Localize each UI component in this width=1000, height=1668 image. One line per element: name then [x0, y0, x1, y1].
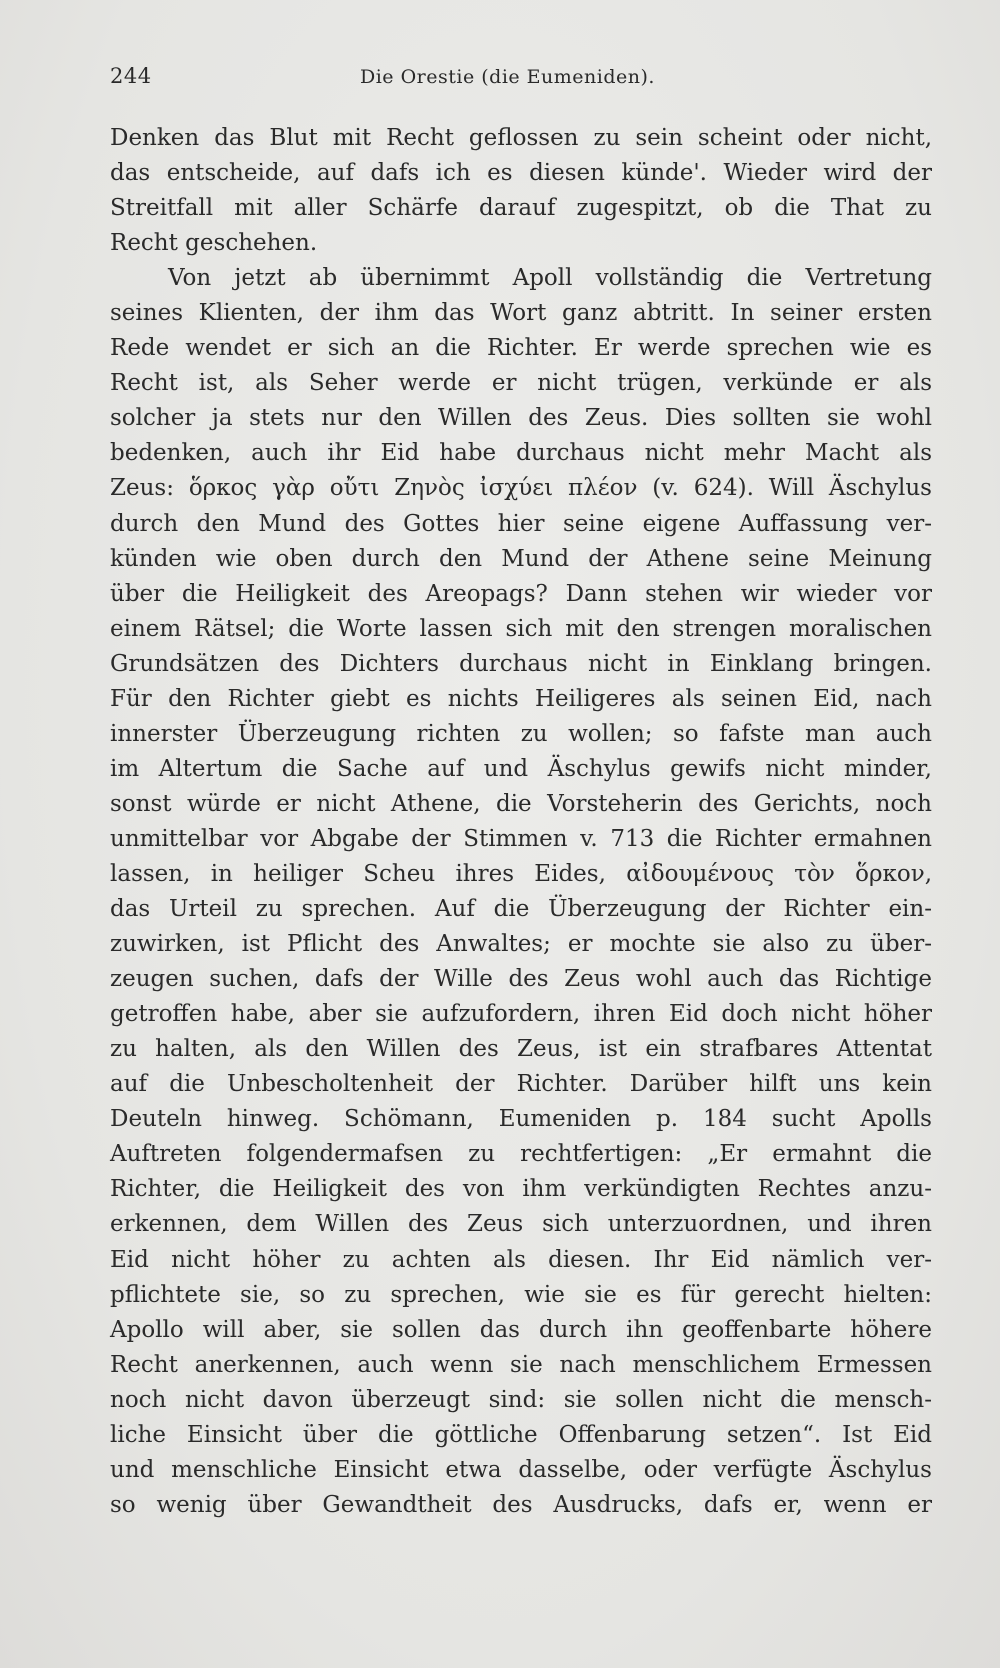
text-line: auf die Unbescholtenheit der Richter. Darüber hilft uns kein [110, 1071, 932, 1098]
paragraph-first-line: Von jetzt ab übernimmt Apoll vollständig die Vertretung [168, 265, 932, 292]
text-line: Streitfall mit aller Schärfe darauf zugespitzt, ob die That zu [110, 195, 932, 222]
text-line: bedenken, auch ihr Eid habe durchaus nicht mehr Macht als [110, 440, 932, 467]
text-line: Denken das Blut mit Recht geflossen zu sein scheint oder nicht, [110, 125, 932, 151]
text-line: Auftreten folgendermafsen zu rechtfertigen: „Er ermahnt die [110, 1141, 932, 1168]
text-line: sonst würde er nicht Athene, die Vorsteherin des Gerichts, noch [110, 790, 932, 817]
text-line: über die Heiligkeit des Areopags? Dann stehen wir wieder vor [110, 580, 932, 607]
running-head-title: Die Orestie (die Eumeniden). [360, 66, 655, 88]
text-line: künden wie oben durch den Mund der Athene seine Meinung [110, 545, 932, 572]
text-line: erkennen, dem Willen des Zeus sich unterzuordnen, und ihren [110, 1211, 932, 1238]
page-number: 244 [110, 64, 152, 88]
text-line: Rede wendet er sich an die Richter. Er werde sprechen wie es [110, 335, 932, 362]
text-line: Eid nicht höher zu achten als diesen. Ihr Eid nämlich ver- [110, 1246, 932, 1273]
text-line: Recht ist, als Seher werde er nicht trügen, verkünde er als [110, 370, 932, 397]
text-line: unmittelbar vor Abgabe der Stimmen v. 713 die Richter ermahnen [110, 825, 932, 852]
text-line: im Altertum die Sache auf und Äschylus gewifs nicht minder, [110, 755, 932, 782]
text-line: solcher ja stets nur den Willen des Zeus. Dies sollten sie wohl [110, 405, 932, 432]
text-line: pflichtete sie, so zu sprechen, wie sie es für gerecht hielten: [110, 1281, 932, 1308]
text-line: getroffen habe, aber sie aufzufordern, ihren Eid doch nicht höher [110, 1001, 932, 1028]
text-line: und menschliche Einsicht etwa dasselbe, oder verfügte Äschylus [110, 1456, 932, 1483]
body-text [110, 121, 932, 1523]
text-line: Zeus: ὅρκος γὰρ οὔτι Ζηνὸς ἰσχύει πλέον (v. 624). Will Äschylus [110, 475, 932, 502]
text-line: zeugen suchen, dafs der Wille des Zeus wohl auch das Richtige [110, 966, 932, 993]
text-line: Für den Richter giebt es nichts Heiligeres als seinen Eid, nach [110, 685, 932, 712]
text-line: das Urteil zu sprechen. Auf die Überzeugung der Richter ein- [110, 896, 932, 923]
text-line: Recht anerkennen, auch wenn sie nach menschlichem Ermessen [110, 1351, 932, 1378]
text-line: Grundsätzen des Dichters durchaus nicht in Einklang bringen. [110, 650, 932, 677]
text-line: zuwirken, ist Pflicht des Anwaltes; er mochte sie also zu über- [110, 931, 932, 958]
text-line: noch nicht davon überzeugt sind: sie sollen nicht die mensch- [110, 1386, 932, 1413]
text-line: Recht geschehen. [110, 230, 318, 257]
text-line: das entscheide, auf dafs ich es diesen künde'. Wieder wird der [110, 160, 932, 187]
text-line: zu halten, als den Willen des Zeus, ist ein strafbares Attentat [110, 1036, 932, 1063]
text-line: Deuteln hinweg. Schömann, Eumeniden p. 184 sucht Apolls [110, 1106, 932, 1133]
text-line: Richter, die Heiligkeit des von ihm verkündigten Rechtes anzu- [110, 1176, 932, 1203]
text-line: lassen, in heiliger Scheu ihres Eides, αἰδουμένους τὸν ὅρκον, [110, 860, 932, 887]
text-line: Apollo will aber, sie sollen das durch ihn geoffenbarte höhere [110, 1316, 932, 1343]
text-line: durch den Mund des Gottes hier seine eigene Auffassung ver- [110, 510, 932, 537]
text-line: liche Einsicht über die göttliche Offenbarung setzen“. Ist Eid [110, 1421, 932, 1448]
running-head [110, 64, 932, 94]
text-line: seines Klienten, der ihm das Wort ganz abtritt. In seiner ersten [110, 300, 932, 327]
text-line: innerster Überzeugung richten zu wollen; so fafste man auch [110, 720, 932, 747]
text-line: so wenig über Gewandtheit des Ausdrucks, dafs er, wenn er [110, 1491, 932, 1518]
text-line: einem Rätsel; die Worte lassen sich mit den strengen moralischen [110, 615, 932, 642]
